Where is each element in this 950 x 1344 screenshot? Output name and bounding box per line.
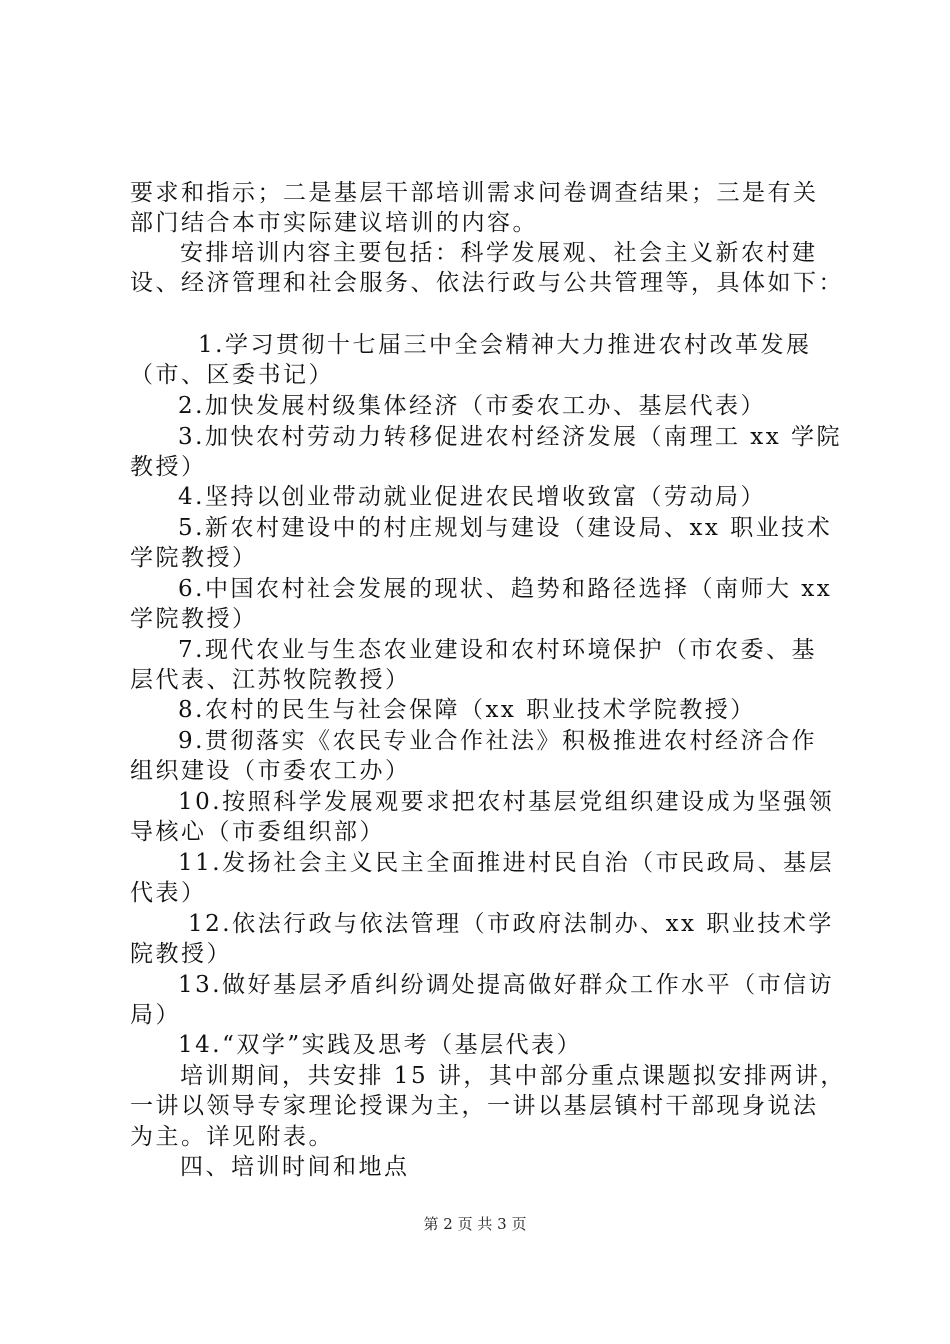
list-item: 7.现代农业与生态农业建设和农村环境保护（市农委、基: [178, 637, 817, 663]
list-item-continuation: 学院教授）: [130, 545, 258, 571]
list-item-continuation: 代表）: [130, 880, 207, 906]
text-line: 一讲以领导专家理论授课为主，一讲以基层镇村干部现身说法: [130, 1093, 819, 1119]
text-line: 部门结合本市实际建议培训的内容。: [130, 210, 538, 236]
list-item-continuation: 教授）: [130, 454, 207, 480]
text-line: 设、经济管理和社会服务、依法行政与公共管理等，具体如下：: [130, 270, 844, 296]
list-item: 4.坚持以创业带动就业促进农民增收致富（劳动局）: [178, 484, 766, 510]
list-item: 14.“双学”实践及思考（基层代表）: [178, 1032, 583, 1058]
list-item: 1.学习贯彻十七届三中全会精神大力推进农村改革发展: [198, 332, 812, 358]
list-item-continuation: 院教授）: [130, 941, 232, 967]
text-line: 为主。详见附表。: [130, 1124, 334, 1150]
list-item-continuation: 导核心（市委组织部）: [130, 819, 385, 845]
list-item-continuation: 层代表、江苏牧院教授）: [130, 667, 411, 693]
list-item-continuation: 学院教授）: [130, 606, 258, 632]
text-line: 培训期间，共安排 15 讲，其中部分重点课题拟安排两讲，: [180, 1063, 846, 1089]
list-item: 11.发扬社会主义民主全面推进村民自治（市民政局、基层: [178, 850, 835, 876]
section-heading: 四、培训时间和地点: [180, 1154, 410, 1180]
list-item: 8.农村的民生与社会保障（xx 职业技术学院教授）: [178, 697, 756, 723]
list-item-continuation: 局）: [130, 1002, 181, 1028]
list-item-continuation: 组织建设（市委农工办）: [130, 758, 411, 784]
list-item: 9.贯彻落实《农民专业合作社法》积极推进农村经济合作: [178, 728, 817, 754]
text-line: 安排培训内容主要包括：科学发展观、社会主义新农村建: [180, 240, 818, 266]
list-item: 3.加快农村劳动力转移促进农村经济发展（南理工 xx 学院: [178, 424, 843, 450]
list-item: 12.依法行政与依法管理（市政府法制办、xx 职业技术学: [188, 911, 834, 937]
list-item: 10.按照科学发展观要求把农村基层党组织建设成为坚强领: [178, 789, 835, 815]
list-item-continuation: （市、区委书记）: [130, 362, 334, 388]
list-item: 5.新农村建设中的村庄规划与建设（建设局、xx 职业技术: [178, 515, 833, 541]
list-item: 6.中国农村社会发展的现状、趋势和路径选择（南师大 xx: [178, 576, 833, 602]
list-item: 2.加快发展村级集体经济（市委农工办、基层代表）: [178, 393, 766, 419]
list-item: 13.做好基层矛盾纠纷调处提高做好群众工作水平（市信访: [178, 972, 835, 998]
page-number-footer: 第 2 页 共 3 页: [423, 1215, 527, 1233]
text-line: 要求和指示；二是基层干部培训需求问卷调查结果；三是有关: [130, 180, 819, 206]
